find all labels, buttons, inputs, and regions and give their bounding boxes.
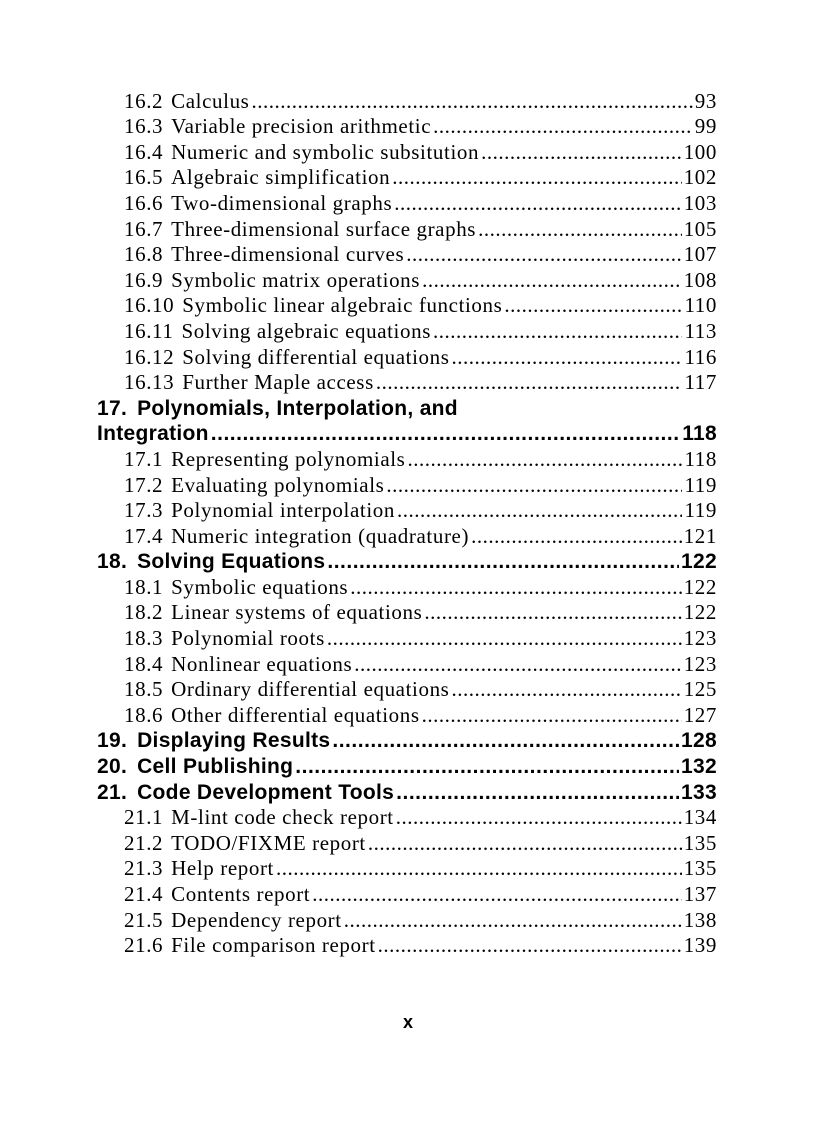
dot-leader bbox=[451, 677, 681, 702]
entry-title: Symbolic matrix operations bbox=[171, 267, 421, 292]
entry-title: Displaying Results bbox=[137, 729, 331, 753]
toc-section-entry bbox=[97, 165, 717, 191]
toc-section-entry bbox=[97, 446, 717, 472]
entry-number: 18.6 bbox=[124, 702, 164, 727]
entry-title: Other differential equations bbox=[171, 702, 420, 727]
entry-number: 16.11 bbox=[124, 318, 174, 343]
entry-title: Solving differential equations bbox=[182, 344, 450, 369]
entry-page-number: 138 bbox=[683, 907, 717, 932]
dot-leader bbox=[276, 856, 682, 881]
entry-number: 21.5 bbox=[124, 907, 164, 932]
entry-page-number: 105 bbox=[683, 216, 717, 241]
entry-title: Solving algebraic equations bbox=[181, 318, 431, 343]
entry-page-number: 107 bbox=[683, 242, 717, 267]
entry-number: 16.8 bbox=[124, 242, 164, 267]
entry-number: 21.3 bbox=[124, 856, 164, 881]
entry-title: Polynomials, Interpolation, and bbox=[137, 396, 458, 420]
entry-title: Three-dimensional surface graphs bbox=[171, 216, 477, 241]
entry-number: 16.4 bbox=[124, 139, 164, 164]
entry-page-number: 118 bbox=[682, 422, 717, 446]
toc-section-entry bbox=[97, 267, 717, 293]
toc-section-entry bbox=[97, 702, 717, 728]
entry-page-number: 135 bbox=[683, 830, 717, 855]
entry-page-number: 135 bbox=[683, 856, 717, 881]
dot-leader bbox=[354, 652, 681, 677]
entry-number: 21.1 bbox=[124, 805, 164, 830]
entry-number: 17. bbox=[97, 396, 128, 420]
dot-leader bbox=[424, 600, 681, 625]
toc-section-entry bbox=[97, 907, 717, 933]
toc-section-entry bbox=[97, 677, 717, 703]
dot-leader bbox=[378, 933, 682, 958]
dot-leader bbox=[397, 498, 683, 523]
entry-title: Symbolic equations bbox=[171, 574, 349, 599]
entry-title: File comparison report bbox=[171, 933, 376, 958]
entry-title: M-lint code check report bbox=[171, 805, 394, 830]
dot-leader bbox=[478, 217, 682, 242]
entry-page-number: 121 bbox=[683, 523, 717, 548]
entry-number: 18. bbox=[97, 550, 128, 574]
entry-number: 21. bbox=[97, 780, 128, 804]
entry-page-number: 100 bbox=[683, 139, 717, 164]
entry-title: Cell Publishing bbox=[137, 755, 294, 779]
entry-title: TODO/FIXME report bbox=[171, 830, 366, 855]
entry-page-number: 99 bbox=[694, 114, 717, 139]
page-number: x bbox=[402, 1012, 413, 1032]
entry-title: Numeric and symbolic subsitution bbox=[171, 139, 480, 164]
entry-page-number: 123 bbox=[683, 651, 717, 676]
entry-title: Algebraic simplification bbox=[171, 165, 391, 190]
entry-title: Representing polynomials bbox=[171, 446, 406, 471]
entry-page-number: 132 bbox=[681, 755, 717, 779]
dot-leader bbox=[406, 242, 681, 267]
dot-leader bbox=[350, 575, 681, 600]
toc-section-entry bbox=[97, 856, 717, 882]
toc-section-entry bbox=[97, 805, 717, 831]
toc-section-entry bbox=[97, 574, 717, 600]
dot-leader bbox=[295, 755, 679, 779]
dot-leader bbox=[433, 114, 693, 139]
entry-title: Integration bbox=[97, 422, 209, 446]
toc-section-entry bbox=[97, 216, 717, 242]
toc-section-entry bbox=[97, 933, 717, 959]
entry-title: Solving Equations bbox=[137, 550, 326, 574]
entry-number: 16.10 bbox=[124, 293, 175, 318]
dot-leader bbox=[312, 882, 681, 907]
entry-page-number: 125 bbox=[683, 677, 717, 702]
entry-title: Contents report bbox=[171, 882, 311, 906]
dot-leader bbox=[376, 370, 683, 395]
dot-leader bbox=[327, 550, 679, 574]
entry-page-number: 139 bbox=[683, 933, 717, 958]
toc-chapter-entry bbox=[97, 421, 717, 447]
dot-leader bbox=[327, 626, 682, 651]
toc-section-entry bbox=[97, 114, 717, 140]
entry-number: 18.3 bbox=[124, 626, 164, 651]
toc-section-entry bbox=[97, 344, 717, 370]
dot-leader bbox=[481, 140, 682, 165]
toc-section-entry bbox=[97, 293, 717, 319]
entry-page-number: 102 bbox=[683, 165, 717, 190]
toc-chapter-entry bbox=[97, 549, 717, 575]
toc-section-entry bbox=[97, 881, 717, 907]
entry-number: 17.3 bbox=[124, 498, 164, 523]
entry-title: Calculus bbox=[171, 88, 250, 113]
dot-leader bbox=[396, 805, 682, 830]
entry-number: 21.4 bbox=[124, 882, 164, 906]
entry-number: 16.5 bbox=[124, 165, 164, 190]
entry-title: Numeric integration (quadrature) bbox=[171, 523, 470, 548]
entry-page-number: 122 bbox=[683, 600, 717, 625]
entry-title: Evaluating polynomials bbox=[171, 472, 385, 497]
toc-section-entry bbox=[97, 370, 717, 396]
dot-leader bbox=[407, 447, 682, 472]
entry-number: 17.4 bbox=[124, 523, 164, 548]
dot-leader bbox=[504, 293, 682, 318]
dot-leader bbox=[344, 908, 682, 933]
dot-leader bbox=[471, 524, 682, 549]
toc-section-entry bbox=[97, 242, 717, 268]
toc-section-entry bbox=[97, 651, 717, 677]
entry-title: Polynomial interpolation bbox=[171, 498, 395, 523]
entry-page-number: 119 bbox=[684, 472, 717, 497]
toc-section-entry bbox=[97, 318, 717, 344]
dot-leader bbox=[251, 89, 692, 114]
entry-page-number: 116 bbox=[684, 344, 717, 369]
entry-title: Linear systems of equations bbox=[171, 600, 423, 625]
entry-title: Help report bbox=[171, 856, 274, 881]
entry-title: Dependency report bbox=[171, 907, 342, 932]
toc-section-entry bbox=[97, 600, 717, 626]
entry-number: 20. bbox=[97, 755, 128, 779]
table-of-contents bbox=[97, 88, 717, 958]
entry-number: 17.2 bbox=[124, 472, 164, 497]
entry-page-number: 122 bbox=[681, 550, 717, 574]
entry-page-number: 134 bbox=[683, 805, 717, 830]
entry-number: 17.1 bbox=[124, 446, 164, 471]
entry-page-number: 93 bbox=[694, 88, 717, 113]
entry-page-number: 128 bbox=[681, 729, 717, 753]
dot-leader bbox=[211, 422, 680, 446]
dot-leader bbox=[386, 473, 682, 498]
entry-title: Further Maple access bbox=[182, 370, 374, 395]
toc-chapter-entry bbox=[97, 395, 717, 421]
toc-section-entry bbox=[97, 523, 717, 549]
entry-page-number: 103 bbox=[683, 190, 717, 215]
entry-page-number: 123 bbox=[683, 626, 717, 651]
entry-number: 16.7 bbox=[124, 216, 164, 241]
entry-page-number: 118 bbox=[684, 446, 717, 471]
toc-chapter-entry bbox=[97, 753, 717, 779]
entry-page-number: 108 bbox=[683, 267, 717, 292]
dot-leader bbox=[433, 319, 683, 344]
entry-page-number: 119 bbox=[684, 498, 717, 523]
dot-leader bbox=[392, 165, 681, 190]
dot-leader bbox=[396, 781, 679, 805]
entry-number: 18.4 bbox=[124, 651, 164, 676]
dot-leader bbox=[332, 729, 679, 753]
entry-title: Three-dimensional curves bbox=[171, 242, 405, 267]
entry-number: 16.3 bbox=[124, 114, 164, 139]
toc-section-entry bbox=[97, 88, 717, 114]
toc-chapter-entry bbox=[97, 728, 717, 754]
entry-title: Variable precision arithmetic bbox=[171, 114, 432, 139]
dot-leader bbox=[451, 345, 682, 370]
dot-leader bbox=[422, 268, 682, 293]
entry-number: 16.6 bbox=[124, 190, 164, 215]
entry-title: Polynomial roots bbox=[171, 626, 325, 651]
entry-page-number: 133 bbox=[681, 780, 717, 804]
entry-number: 21.6 bbox=[124, 933, 164, 958]
entry-number: 21.2 bbox=[124, 830, 164, 855]
entry-page-number: 110 bbox=[684, 293, 717, 318]
entry-number: 18.5 bbox=[124, 677, 164, 702]
entry-title: Two-dimensional graphs bbox=[171, 190, 393, 215]
toc-section-entry bbox=[97, 625, 717, 651]
entry-number: 19. bbox=[97, 729, 128, 753]
entry-number: 16.12 bbox=[124, 344, 175, 369]
entry-number: 18.1 bbox=[124, 574, 164, 599]
entry-number: 18.2 bbox=[124, 600, 164, 625]
toc-section-entry bbox=[97, 498, 717, 524]
entry-number: 16.2 bbox=[124, 88, 164, 113]
entry-page-number: 117 bbox=[684, 370, 717, 395]
entry-title: Nonlinear equations bbox=[171, 651, 353, 676]
entry-page-number: 113 bbox=[684, 318, 717, 343]
entry-title: Code Development Tools bbox=[137, 780, 395, 804]
dot-leader bbox=[394, 191, 681, 216]
toc-chapter-entry bbox=[97, 779, 717, 805]
entry-page-number: 122 bbox=[683, 574, 717, 599]
entry-title: Ordinary differential equations bbox=[171, 677, 450, 702]
entry-number: 16.13 bbox=[124, 370, 175, 395]
dot-leader bbox=[368, 831, 682, 856]
toc-section-entry bbox=[97, 139, 717, 165]
toc-section-entry bbox=[97, 830, 717, 856]
entry-page-number: 137 bbox=[683, 882, 717, 906]
entry-number: 16.9 bbox=[124, 267, 164, 292]
entry-title: Symbolic linear algebraic functions bbox=[182, 293, 503, 318]
toc-section-entry bbox=[97, 190, 717, 216]
toc-section-entry bbox=[97, 472, 717, 498]
dot-leader bbox=[422, 703, 682, 728]
entry-page-number: 127 bbox=[683, 702, 717, 727]
